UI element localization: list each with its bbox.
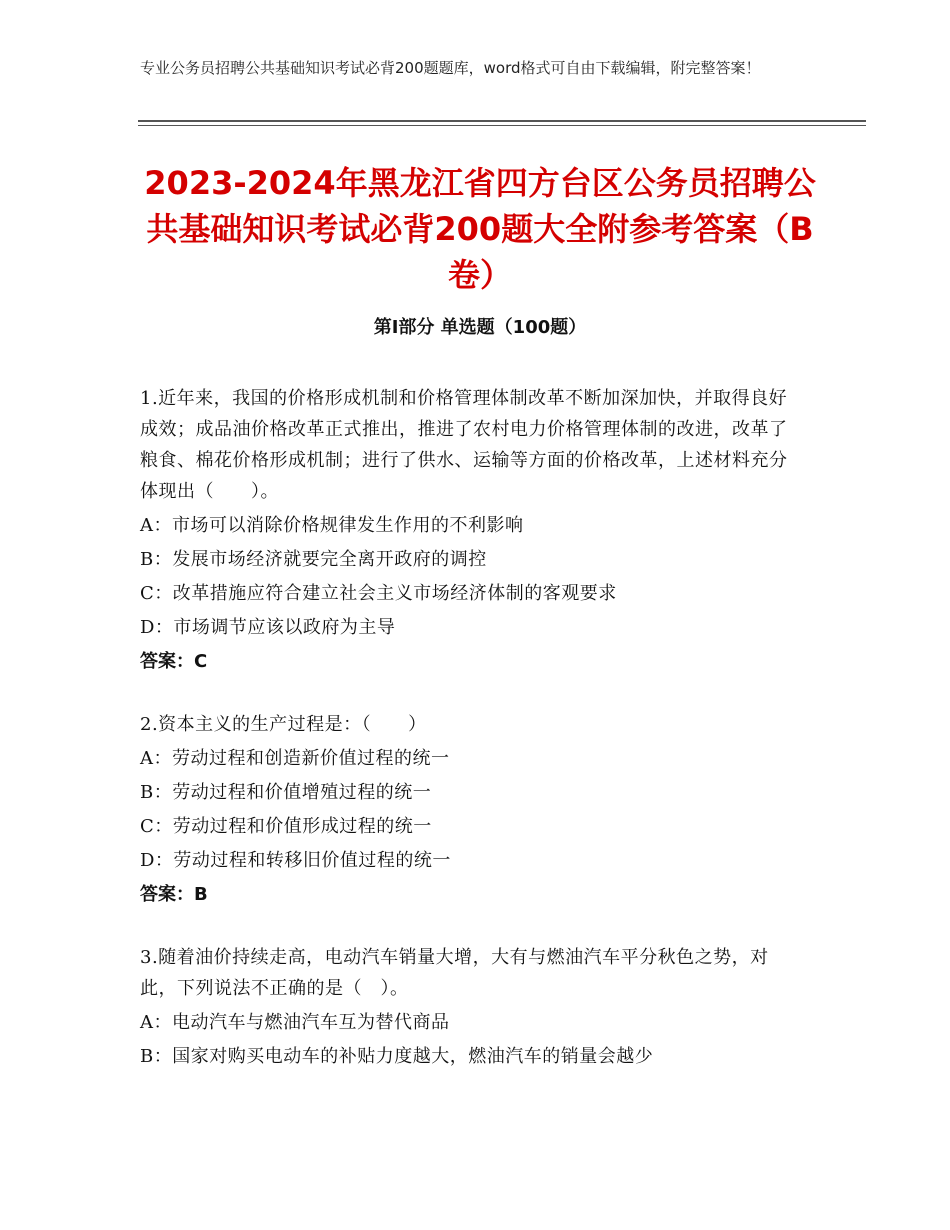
answer: 答案：C <box>140 651 208 672</box>
header-rule-thin <box>138 125 866 126</box>
question-1 <box>140 383 800 677</box>
option-b: B：劳动过程和价值增殖过程的统一 <box>140 782 432 803</box>
answer: 答案：B <box>140 884 208 905</box>
option-d: D：劳动过程和转移旧价值过程的统一 <box>140 850 451 871</box>
option-a: A：劳动过程和创造新价值过程的统一 <box>140 748 450 769</box>
question-list <box>140 383 800 1104</box>
question-text: 3.随着油价持续走高，电动汽车销量大增，大有与燃油汽车平分秋色之势，对此，下列说法不正确的是（ ）。 <box>140 947 769 999</box>
option-b: B：发展市场经济就要完全离开政府的调控 <box>140 549 487 570</box>
option-b: B：国家对购买电动车的补贴力度越大，燃油汽车的销量会越少 <box>140 1046 654 1067</box>
section-title: 第Ⅰ部分 单选题（100题） <box>373 317 587 338</box>
option-a: A：电动汽车与燃油汽车互为替代商品 <box>140 1012 450 1033</box>
document-title: 2023-2024年黑龙江省四方台区公务员招聘公共基础知识考试必背200题大全附参考答案（B卷） <box>144 164 816 294</box>
option-d: D：市场调节应该以政府为主导 <box>140 617 396 638</box>
question-text: 1.近年来，我国的价格形成机制和价格管理体制改革不断加深加快，并取得良好成效；成品油价格改革正式推出，推进了农村电力价格管理体制的改进，改革了粮食、棉花价格形成机制；进行了供水、运输等方面的价格改革，上述材料充分体现出（ ）。 <box>140 388 788 502</box>
option-c: C：改革措施应符合建立社会主义市场经济体制的客观要求 <box>140 583 617 604</box>
question-text: 2.资本主义的生产过程是：（ ） <box>140 714 427 735</box>
option-c: C：劳动过程和价值形成过程的统一 <box>140 816 432 837</box>
question-3 <box>140 942 800 1072</box>
header-rule-thick <box>138 120 866 122</box>
question-2 <box>140 709 800 910</box>
header-note: 专业公务员招聘公共基础知识考试必背200题题库，word格式可自由下载编辑，附完整答案！ <box>140 59 761 77</box>
option-a: A：市场可以消除价格规律发生作用的不利影响 <box>140 515 524 536</box>
